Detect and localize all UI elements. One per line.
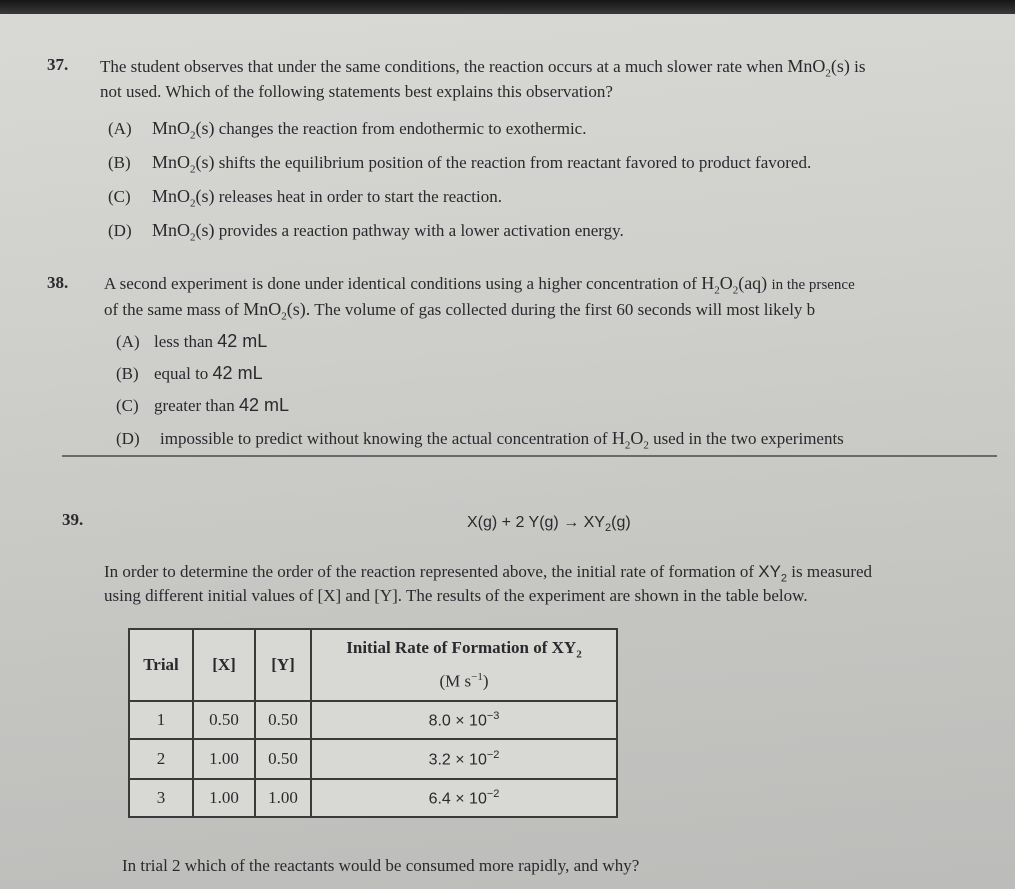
q38-option-d[interactable] xyxy=(116,428,844,452)
q38-stem-text: A second experiment is done under identical conditions using a higher concentration of xyxy=(104,274,697,293)
q39-number: 39. xyxy=(62,510,84,529)
option-text: releases heat in order to start the reaction. xyxy=(218,187,502,206)
option-letter: (A) xyxy=(116,332,140,351)
option-formula: MnO$_2$(s) xyxy=(152,118,215,142)
section-divider xyxy=(62,455,997,457)
cell-x: 1.00 xyxy=(193,739,255,779)
table-header-row xyxy=(129,629,617,701)
q37-stem-is: is xyxy=(854,57,866,76)
option-formula: $H_2O_2$ xyxy=(611,428,649,452)
q39-para-formula: $XY_2$ xyxy=(758,562,788,585)
q37-option-a[interactable] xyxy=(108,118,586,142)
q38-stem-line1 xyxy=(104,273,855,297)
photo-top-edge xyxy=(0,0,1015,14)
cell-rate: $3.2 \times 10^{-2}$ xyxy=(311,739,617,779)
option-value: 42 mL xyxy=(217,331,268,351)
option-formula: MnO$_2$(s) xyxy=(152,186,215,210)
q37-stem-line2: not used. Which of the following statements best explains this observation? xyxy=(100,82,613,101)
option-text: greater than xyxy=(154,396,235,415)
cell-y: 1.00 xyxy=(255,779,311,817)
table-row xyxy=(129,779,617,817)
option-text: changes the reaction from endothermic to exothermic. xyxy=(218,119,587,138)
cell-x: 0.50 xyxy=(193,701,255,739)
q38-stem-formula: $H_2O_2(aq)$ xyxy=(701,273,768,297)
q39-para-line1 xyxy=(104,562,872,584)
q38-stem-text-2: of the same mass of xyxy=(104,300,240,319)
q38-stem-fragment: in the pr xyxy=(771,277,822,293)
q39-equation: X(g) + 2 $Y(g) \to XY_2(g)$ xyxy=(467,514,631,535)
q38-stem-formula-2: MnO$_2$(s). xyxy=(243,299,311,323)
cell-trial: 2 xyxy=(129,739,193,779)
option-formula: MnO$_2$(s) xyxy=(152,152,215,176)
option-value: 42 mL xyxy=(238,395,289,415)
option-letter: (B) xyxy=(116,364,139,383)
cell-rate: $8.0 \times 10^{-3}$ xyxy=(311,701,617,739)
table-row xyxy=(129,739,617,779)
q39-para-text-2: is measured xyxy=(791,562,873,581)
q37-stem-line1 xyxy=(100,56,865,80)
q37-stem-text: The student observes that under the same conditions, the reaction occurs at a much slower rate when xyxy=(100,57,784,76)
option-text: provides a reaction pathway with a lower activation energy. xyxy=(218,221,624,240)
q38-stem-text-3: The volume of gas collected during the first 60 seconds will most likely b xyxy=(314,300,816,319)
q38-option-c[interactable] xyxy=(116,395,289,416)
option-letter: (A) xyxy=(108,119,132,138)
option-letter: (C) xyxy=(108,187,131,206)
q38-option-a[interactable] xyxy=(116,331,267,352)
option-letter: (C) xyxy=(116,396,139,415)
cell-trial: 3 xyxy=(129,779,193,817)
cell-y: 0.50 xyxy=(255,701,311,739)
q38-number: 38. xyxy=(47,273,69,292)
table-row xyxy=(129,701,617,739)
option-text: less than xyxy=(154,332,214,351)
cell-rate: $6.4 \times 10^{-2}$ xyxy=(311,779,617,817)
option-text-2: used in the two experiments xyxy=(653,429,844,448)
q39-followup: In trial 2 which of the reactants would be consumed more rapidly, and why? xyxy=(122,856,640,875)
q37-option-c[interactable] xyxy=(108,186,502,210)
option-text: impossible to predict without knowing the actual concentration of xyxy=(160,429,608,448)
q38-stem-line2 xyxy=(104,299,815,323)
q39-para-text: In order to determine the order of the reaction represented above, the initial rate of formation of xyxy=(104,562,754,581)
q37-option-d[interactable] xyxy=(108,220,624,244)
header-trial: Trial xyxy=(129,629,193,701)
option-text: equal to xyxy=(154,364,209,383)
header-rate: Initial Rate of Formation of $XY_2$ (M $s^{-1}$) xyxy=(311,629,617,701)
q37-option-b[interactable] xyxy=(108,152,811,176)
q37-stem-formula: MnO$_2$(s) xyxy=(787,56,850,80)
header-y: [Y] xyxy=(255,629,311,701)
cell-y: 0.50 xyxy=(255,739,311,779)
q38-stem-fragment-2: sence xyxy=(821,277,855,293)
option-formula: MnO$_2$(s) xyxy=(152,220,215,244)
cell-x: 1.00 xyxy=(193,779,255,817)
option-text: shifts the equilibrium position of the reaction from reactant favored to product favored. xyxy=(218,153,812,172)
header-x: [X] xyxy=(193,629,255,701)
cell-trial: 1 xyxy=(129,701,193,739)
q37-number: 37. xyxy=(47,55,69,74)
rate-data-table xyxy=(128,628,618,818)
option-letter: (D) xyxy=(116,429,140,448)
q39-para-line2: using different initial values of [X] and [Y]. The results of the experiment are shown in the table below. xyxy=(104,586,808,605)
option-letter: (D) xyxy=(108,221,132,240)
option-letter: (B) xyxy=(108,153,131,172)
q38-option-b[interactable] xyxy=(116,363,263,384)
option-value: 42 mL xyxy=(212,363,263,383)
